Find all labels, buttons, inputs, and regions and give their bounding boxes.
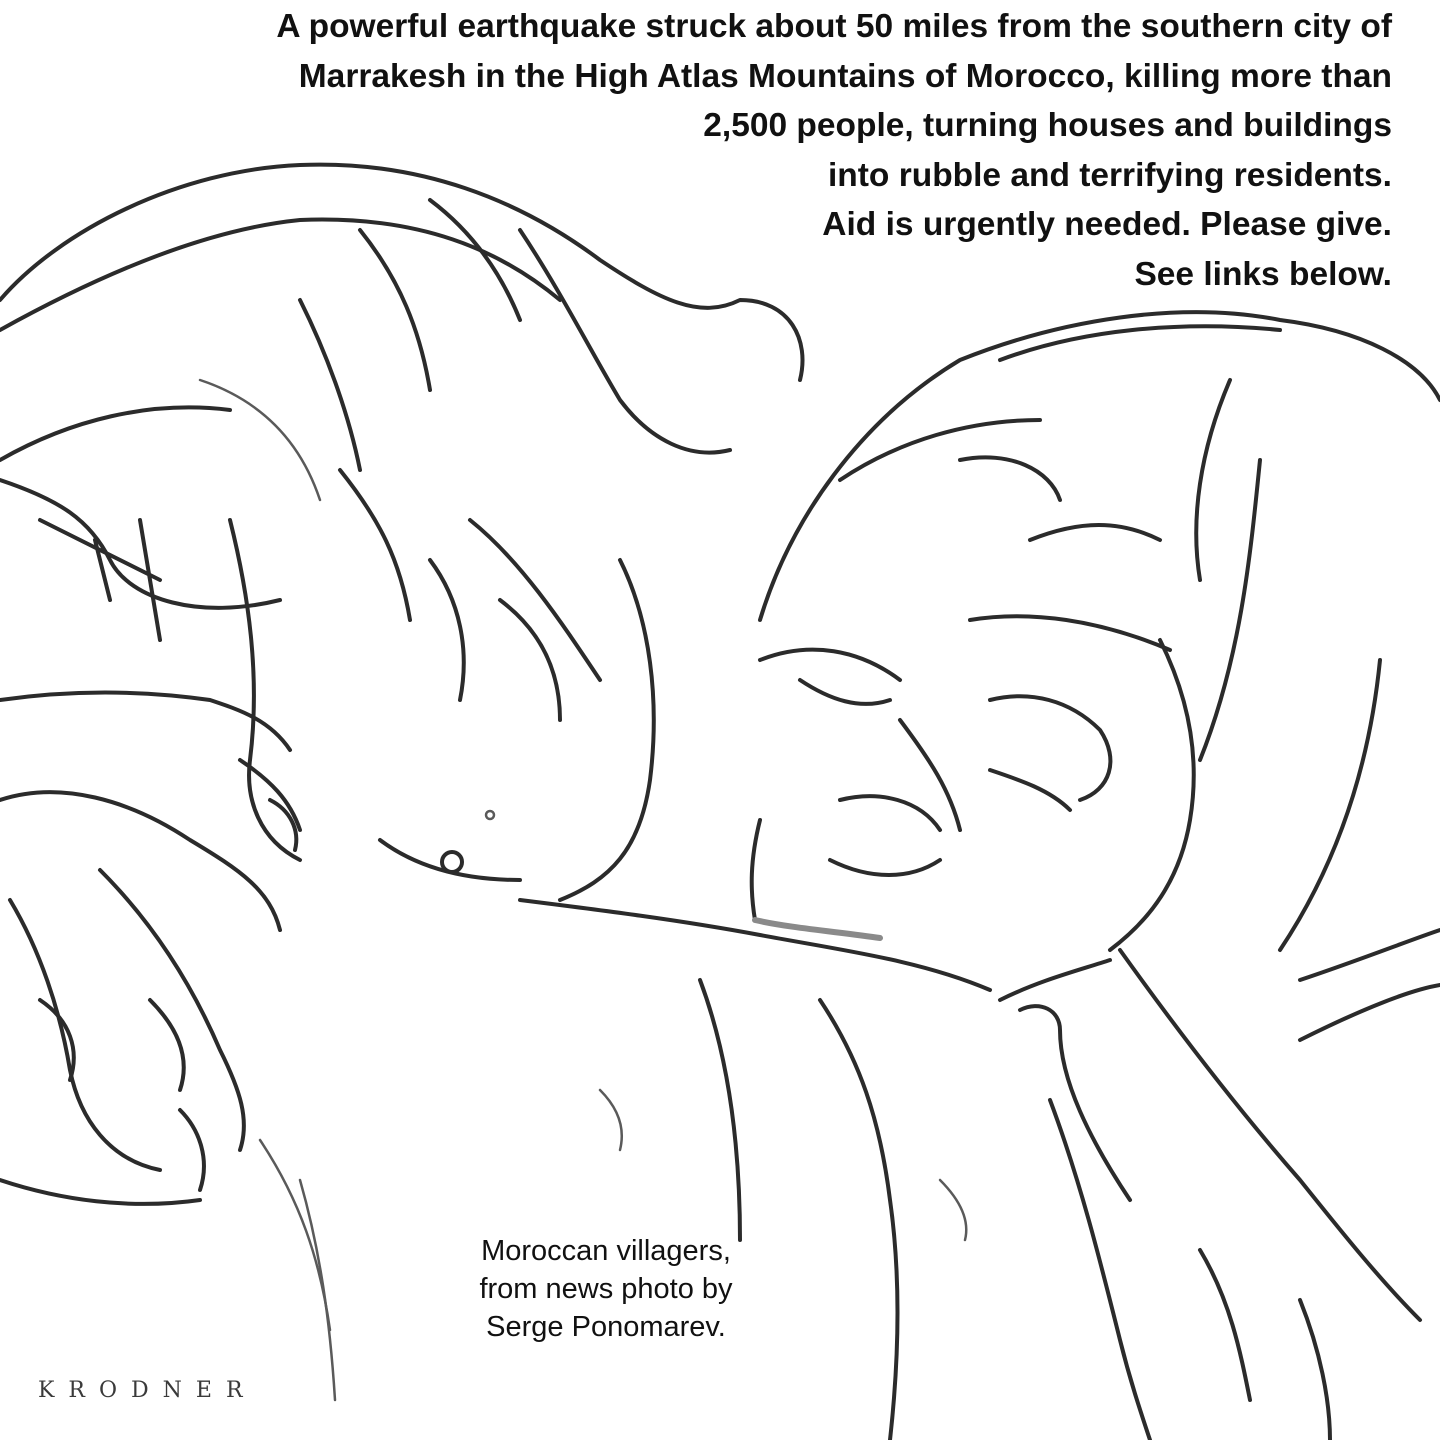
headline-line: See links below. [1134, 255, 1392, 293]
headline-text [40, 2, 1392, 299]
headline-line: Marrakesh in the High Atlas Mountains of Morocco, killing more than [298, 57, 1392, 95]
headline-line: A powerful earthquake struck about 50 miles from the southern city of [276, 8, 1392, 45]
caption-line: from news photo by [479, 1273, 733, 1305]
artist-signature: KRODNER [38, 1378, 257, 1403]
headline-line: into rubble and terrifying residents. [828, 156, 1392, 194]
left-figure-hand [0, 792, 335, 1400]
caption-line: Serge Ponomarev. [486, 1311, 726, 1343]
headline-line: Aid is urgently needed. Please give. [822, 206, 1392, 243]
photo-credit-caption [436, 1232, 776, 1346]
headline-line: 2,500 people, turning houses and buildings [703, 107, 1392, 144]
caption-line: Moroccan villagers, [481, 1235, 731, 1267]
right-figure-face [752, 312, 1440, 950]
left-figure-face [230, 470, 654, 900]
